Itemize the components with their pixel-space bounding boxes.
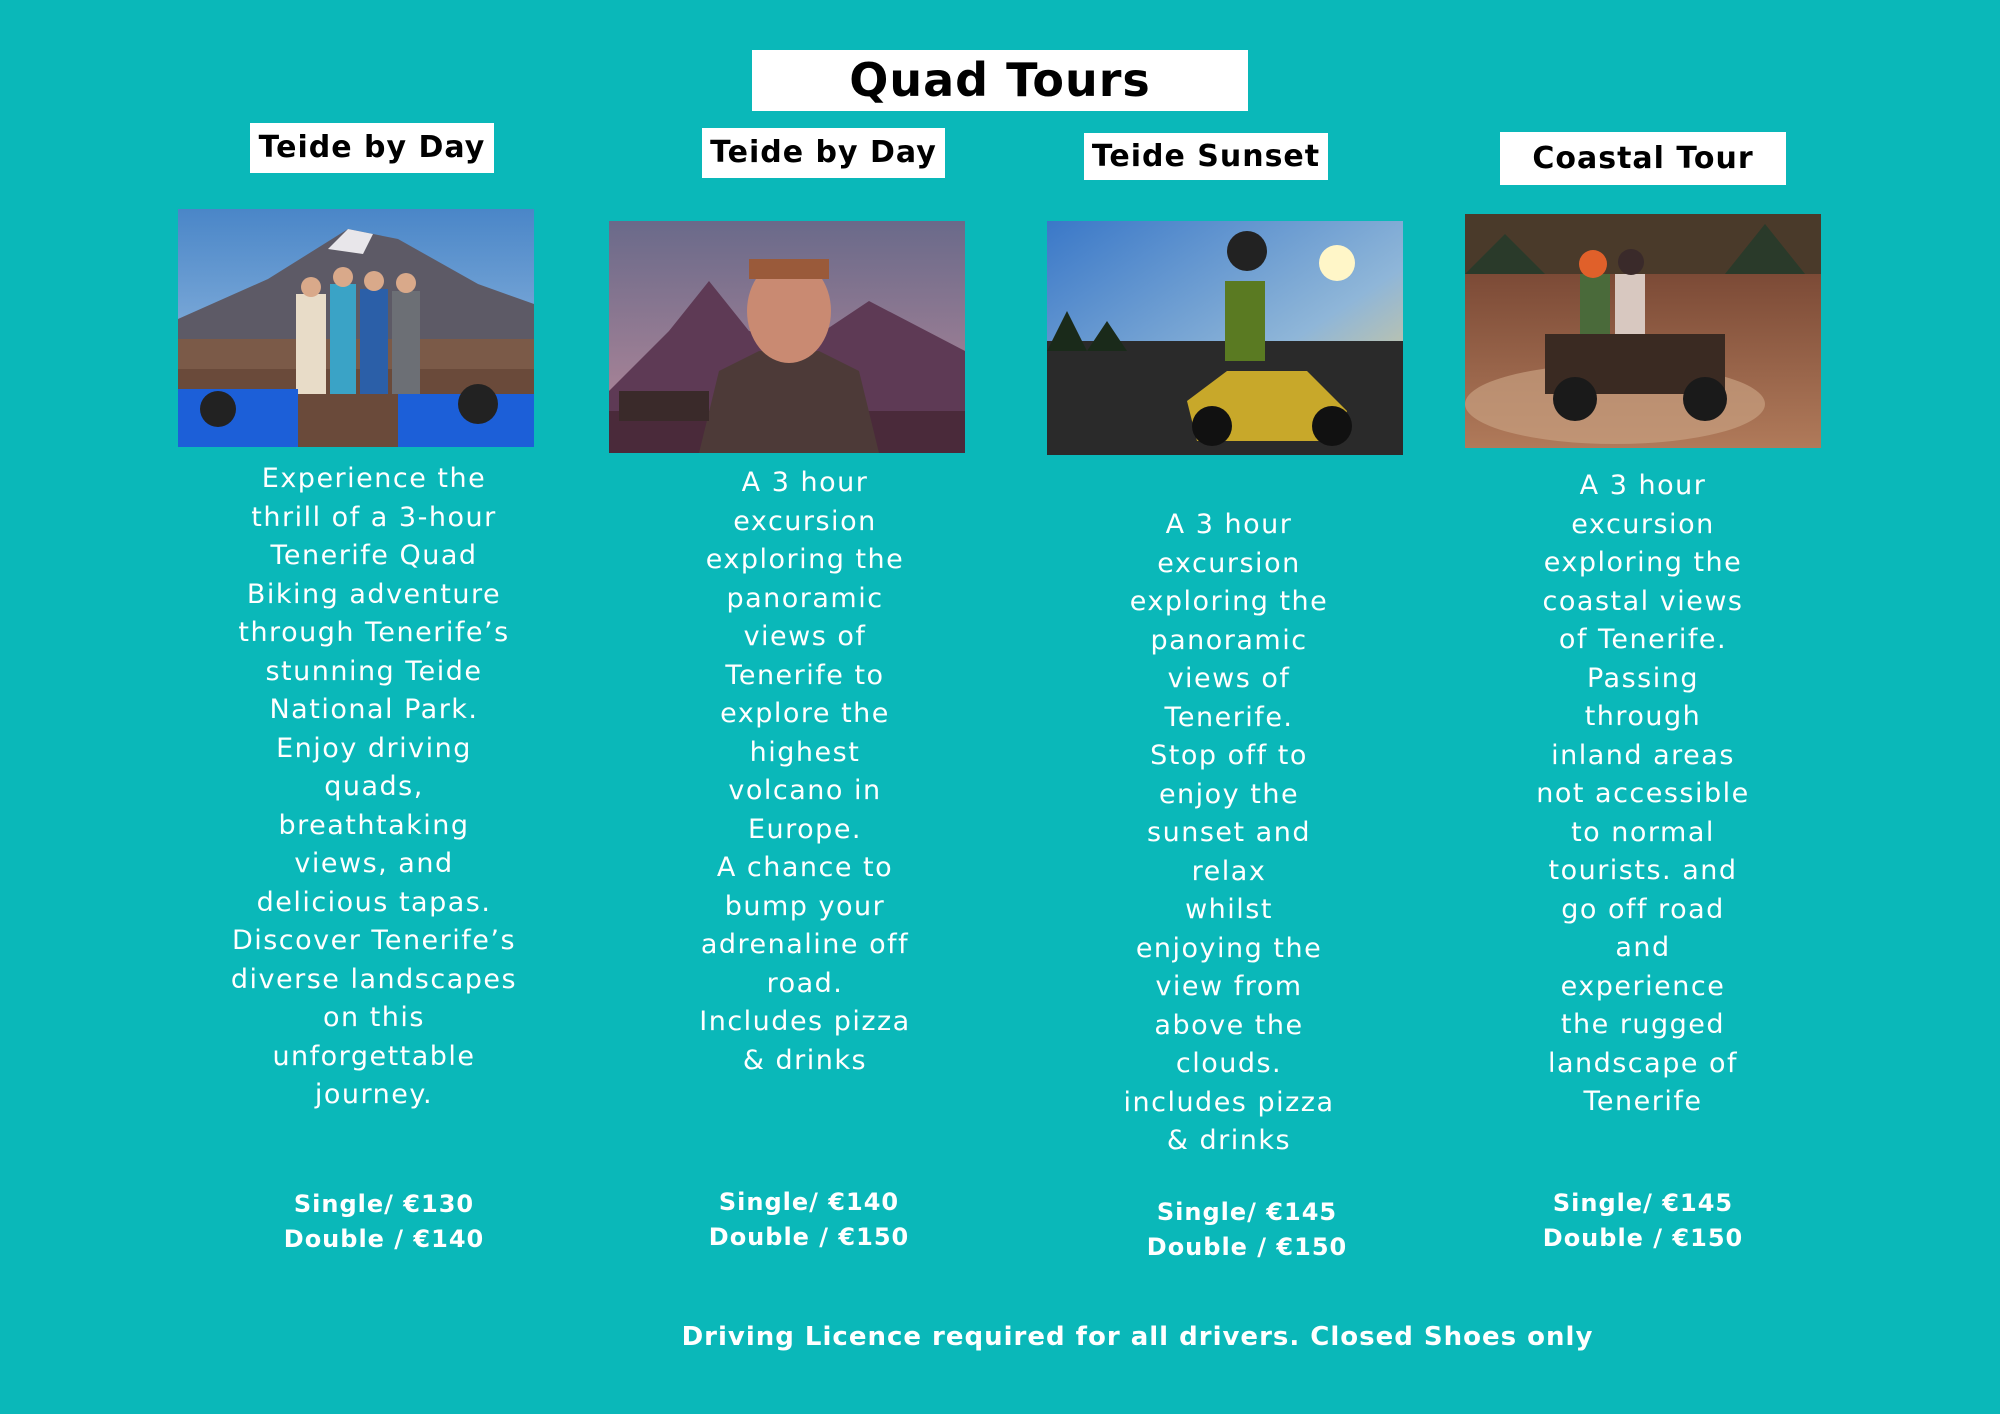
description-line: landscape of (1547, 1047, 1739, 1079)
description-line: Enjoy driving (276, 732, 472, 764)
description-line: exploring the (705, 544, 905, 575)
tour-photo-teide-sunset (1047, 221, 1403, 455)
description-line: includes pizza (1123, 1086, 1335, 1118)
description-line: A 3 hour (1165, 509, 1293, 540)
footer-note: Driving Licence required for all drivers. Closed Shoes only (681, 1322, 1594, 1352)
description-line: A 3 hour (741, 467, 869, 498)
price-single: Single/ €145 (1552, 1189, 1734, 1217)
description-line: panoramic (726, 582, 884, 614)
price-double: Double / €150 (708, 1223, 910, 1251)
description-line: delicious tapas. (256, 886, 492, 918)
description-line: highest (749, 736, 861, 768)
description-line: whilst (1185, 894, 1273, 925)
tour-description-teide-by-day (224, 460, 524, 1115)
description-line: unforgettable (272, 1040, 476, 1072)
description-line: clouds. (1175, 1048, 1283, 1079)
description-line: Tenerife to (725, 659, 885, 691)
description-line: National Park. (269, 694, 479, 725)
description-line: excursion (733, 505, 877, 537)
description-line: and (1615, 932, 1671, 963)
description-line: go off road (1561, 893, 1725, 925)
description-line: Includes pizza (699, 1006, 911, 1037)
description-line: enjoy the (1158, 778, 1300, 810)
description-line: A 3 hour (1579, 470, 1707, 501)
description-line: thrill of a 3-hour (251, 501, 497, 533)
description-line: Europe. (747, 813, 863, 845)
description-line: Tenerife. (1164, 701, 1294, 733)
description-line: on this (323, 1002, 425, 1033)
description-line: exploring the (1543, 547, 1743, 578)
description-line: views, and (294, 848, 454, 879)
tour-description-teide-sunset (1079, 506, 1379, 1161)
description-line: excursion (1157, 547, 1301, 579)
description-line: Tenerife Quad (270, 540, 478, 571)
description-line: relax (1191, 855, 1267, 887)
description-line: diverse landscapes (230, 963, 518, 995)
price-double: Double / €150 (1146, 1233, 1348, 1261)
description-line: exploring the (1129, 586, 1329, 617)
description-line: road. (766, 967, 844, 999)
description-line: Tenerife (1583, 1086, 1703, 1117)
description-line: sunset and (1147, 817, 1311, 848)
tour-title-teide-by-day-2: Teide by Day (702, 128, 945, 178)
description-line: enjoying the (1135, 932, 1323, 964)
description-line: & drinks (1166, 1125, 1292, 1156)
tour-photo-teide-by-day (178, 209, 534, 447)
description-line: excursion (1571, 508, 1715, 540)
description-line: Experience the (261, 463, 487, 494)
description-line: Discover Tenerife’s (231, 925, 517, 956)
description-line: A chance to (716, 852, 894, 883)
tour-price-coastal-tour (1483, 1186, 1803, 1256)
description-line: bump your (724, 890, 886, 922)
description-line: view from (1155, 971, 1303, 1002)
description-line: through (1584, 701, 1702, 732)
price-double: Double / €140 (283, 1225, 485, 1253)
description-line: above the (1154, 1009, 1304, 1041)
description-line: the rugged (1560, 1009, 1726, 1040)
description-line: adrenaline off (700, 929, 910, 960)
description-line: quads, (324, 771, 424, 802)
description-line: Passing (1586, 662, 1699, 694)
description-line: Stop off to (1150, 740, 1308, 771)
description-line: tourists. and (1548, 855, 1738, 886)
tour-photo-coastal-tour (1465, 214, 1821, 448)
description-line: views of (1167, 663, 1291, 694)
tour-title-coastal-tour: Coastal Tour (1500, 132, 1786, 185)
tour-description-coastal-tour (1493, 467, 1793, 1122)
tour-price-teide-sunset (1087, 1195, 1407, 1265)
tour-price-teide-by-day-2 (649, 1185, 969, 1255)
tour-title-teide-sunset: Teide Sunset (1084, 133, 1328, 180)
price-double: Double / €150 (1542, 1224, 1744, 1252)
tour-photo-teide-by-day-2 (609, 221, 965, 453)
description-line: & drinks (742, 1044, 868, 1076)
description-line: breathtaking (278, 809, 470, 841)
description-line: coastal views (1542, 585, 1744, 617)
description-line: journey. (314, 1079, 434, 1110)
description-line: Biking adventure (246, 578, 502, 610)
tour-price-teide-by-day (224, 1187, 544, 1257)
description-line: to normal (1571, 816, 1715, 848)
description-line: panoramic (1150, 624, 1308, 656)
description-line: explore the (720, 698, 890, 729)
description-line: experience (1560, 970, 1726, 1002)
description-line: stunning Teide (265, 655, 483, 687)
description-line: not accessible (1536, 778, 1750, 809)
page-title: Quad Tours (752, 50, 1248, 111)
price-single: Single/ €140 (718, 1188, 900, 1216)
tour-description-teide-by-day-2 (655, 464, 955, 1080)
price-single: Single/ €130 (293, 1190, 475, 1218)
description-line: volcano in (728, 775, 882, 806)
tour-title-teide-by-day: Teide by Day (250, 123, 494, 173)
price-single: Single/ €145 (1156, 1198, 1338, 1226)
description-line: views of (743, 621, 867, 652)
description-line: through Tenerife’s (238, 617, 510, 648)
description-line: inland areas (1551, 739, 1735, 771)
description-line: of Tenerife. (1558, 624, 1728, 655)
